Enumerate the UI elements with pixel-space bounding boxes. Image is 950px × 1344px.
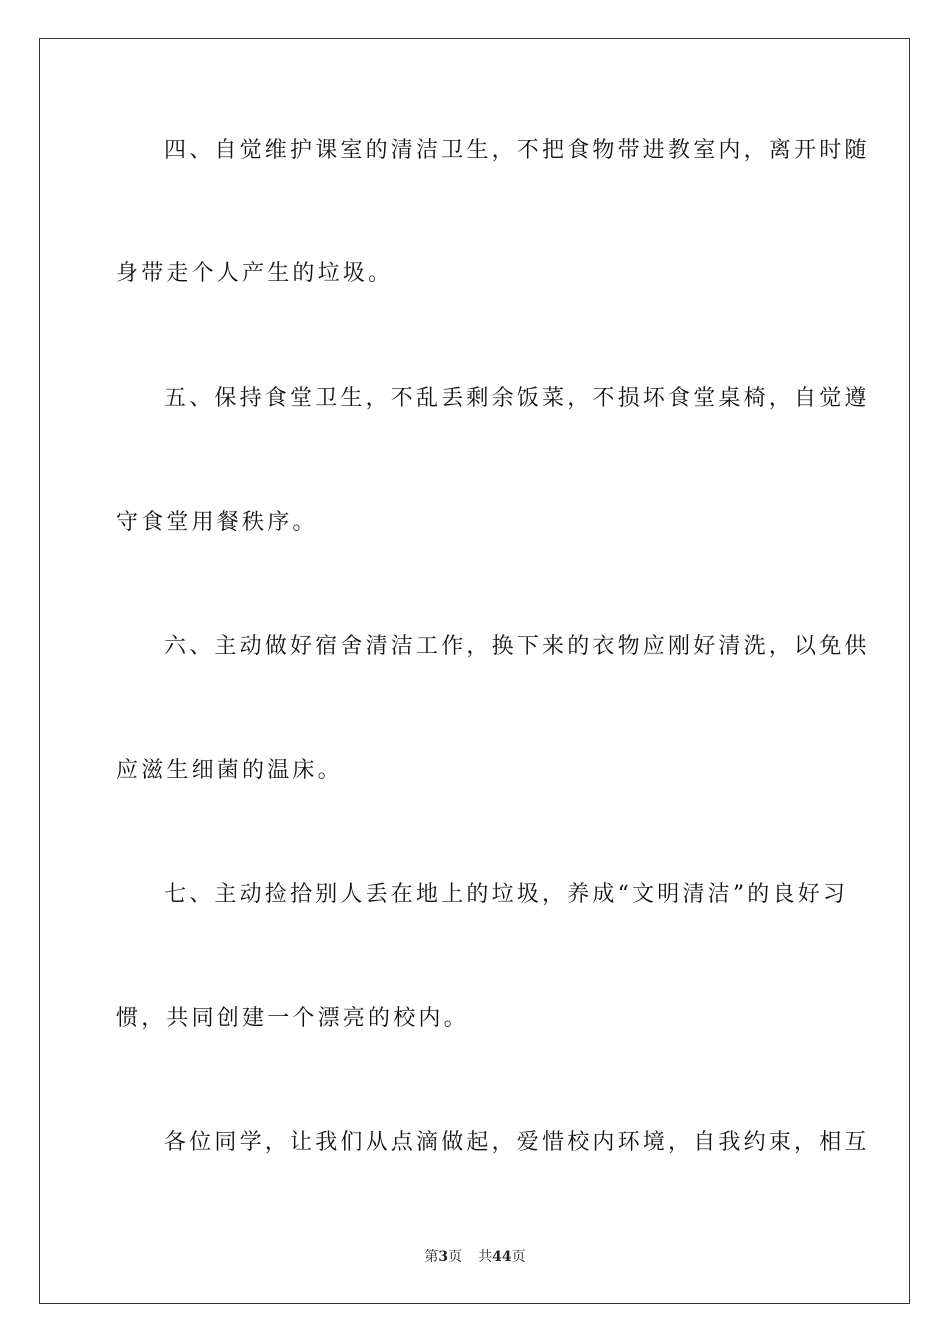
paragraph-4-line-2: 身带走个人产生的垃圾。 xyxy=(116,261,394,286)
paragraph-4-line-1: 四、自觉维护课室的清洁卫生，不把食物带进教室内，离开时随 xyxy=(164,138,870,163)
page-border xyxy=(39,38,910,1304)
footer-page-prefix: 第 xyxy=(424,1249,439,1265)
paragraph-6-line-2: 应滋生细菌的温床。 xyxy=(116,758,343,783)
footer-page-suffix: 页 xyxy=(448,1249,463,1265)
paragraph-5-line-1: 五、保持食堂卫生，不乱丢剩余饭菜，不损坏食堂桌椅，自觉遵 xyxy=(164,386,870,411)
page-footer xyxy=(0,1247,950,1267)
closing-paragraph-line-1: 各位同学，让我们从点滴做起，爱惜校内环境，自我约束，相互 xyxy=(164,1130,870,1155)
paragraph-7-line-1: 七、主动捡拾别人丢在地上的垃圾，养成“文明清洁”的良好习 xyxy=(164,882,849,907)
footer-total-pages: 44 xyxy=(492,1249,512,1265)
footer-total-prefix: 共 xyxy=(478,1249,493,1265)
paragraph-7-line-2: 惯，共同创建一个漂亮的校内。 xyxy=(116,1006,469,1031)
footer-total-suffix: 页 xyxy=(511,1249,526,1265)
paragraph-6-line-1: 六、主动做好宿舍清洁工作，换下来的衣物应刚好清洗，以免供 xyxy=(164,634,870,659)
paragraph-5-line-2: 守食堂用餐秩序。 xyxy=(116,510,318,535)
footer-page-number: 3 xyxy=(438,1249,449,1265)
